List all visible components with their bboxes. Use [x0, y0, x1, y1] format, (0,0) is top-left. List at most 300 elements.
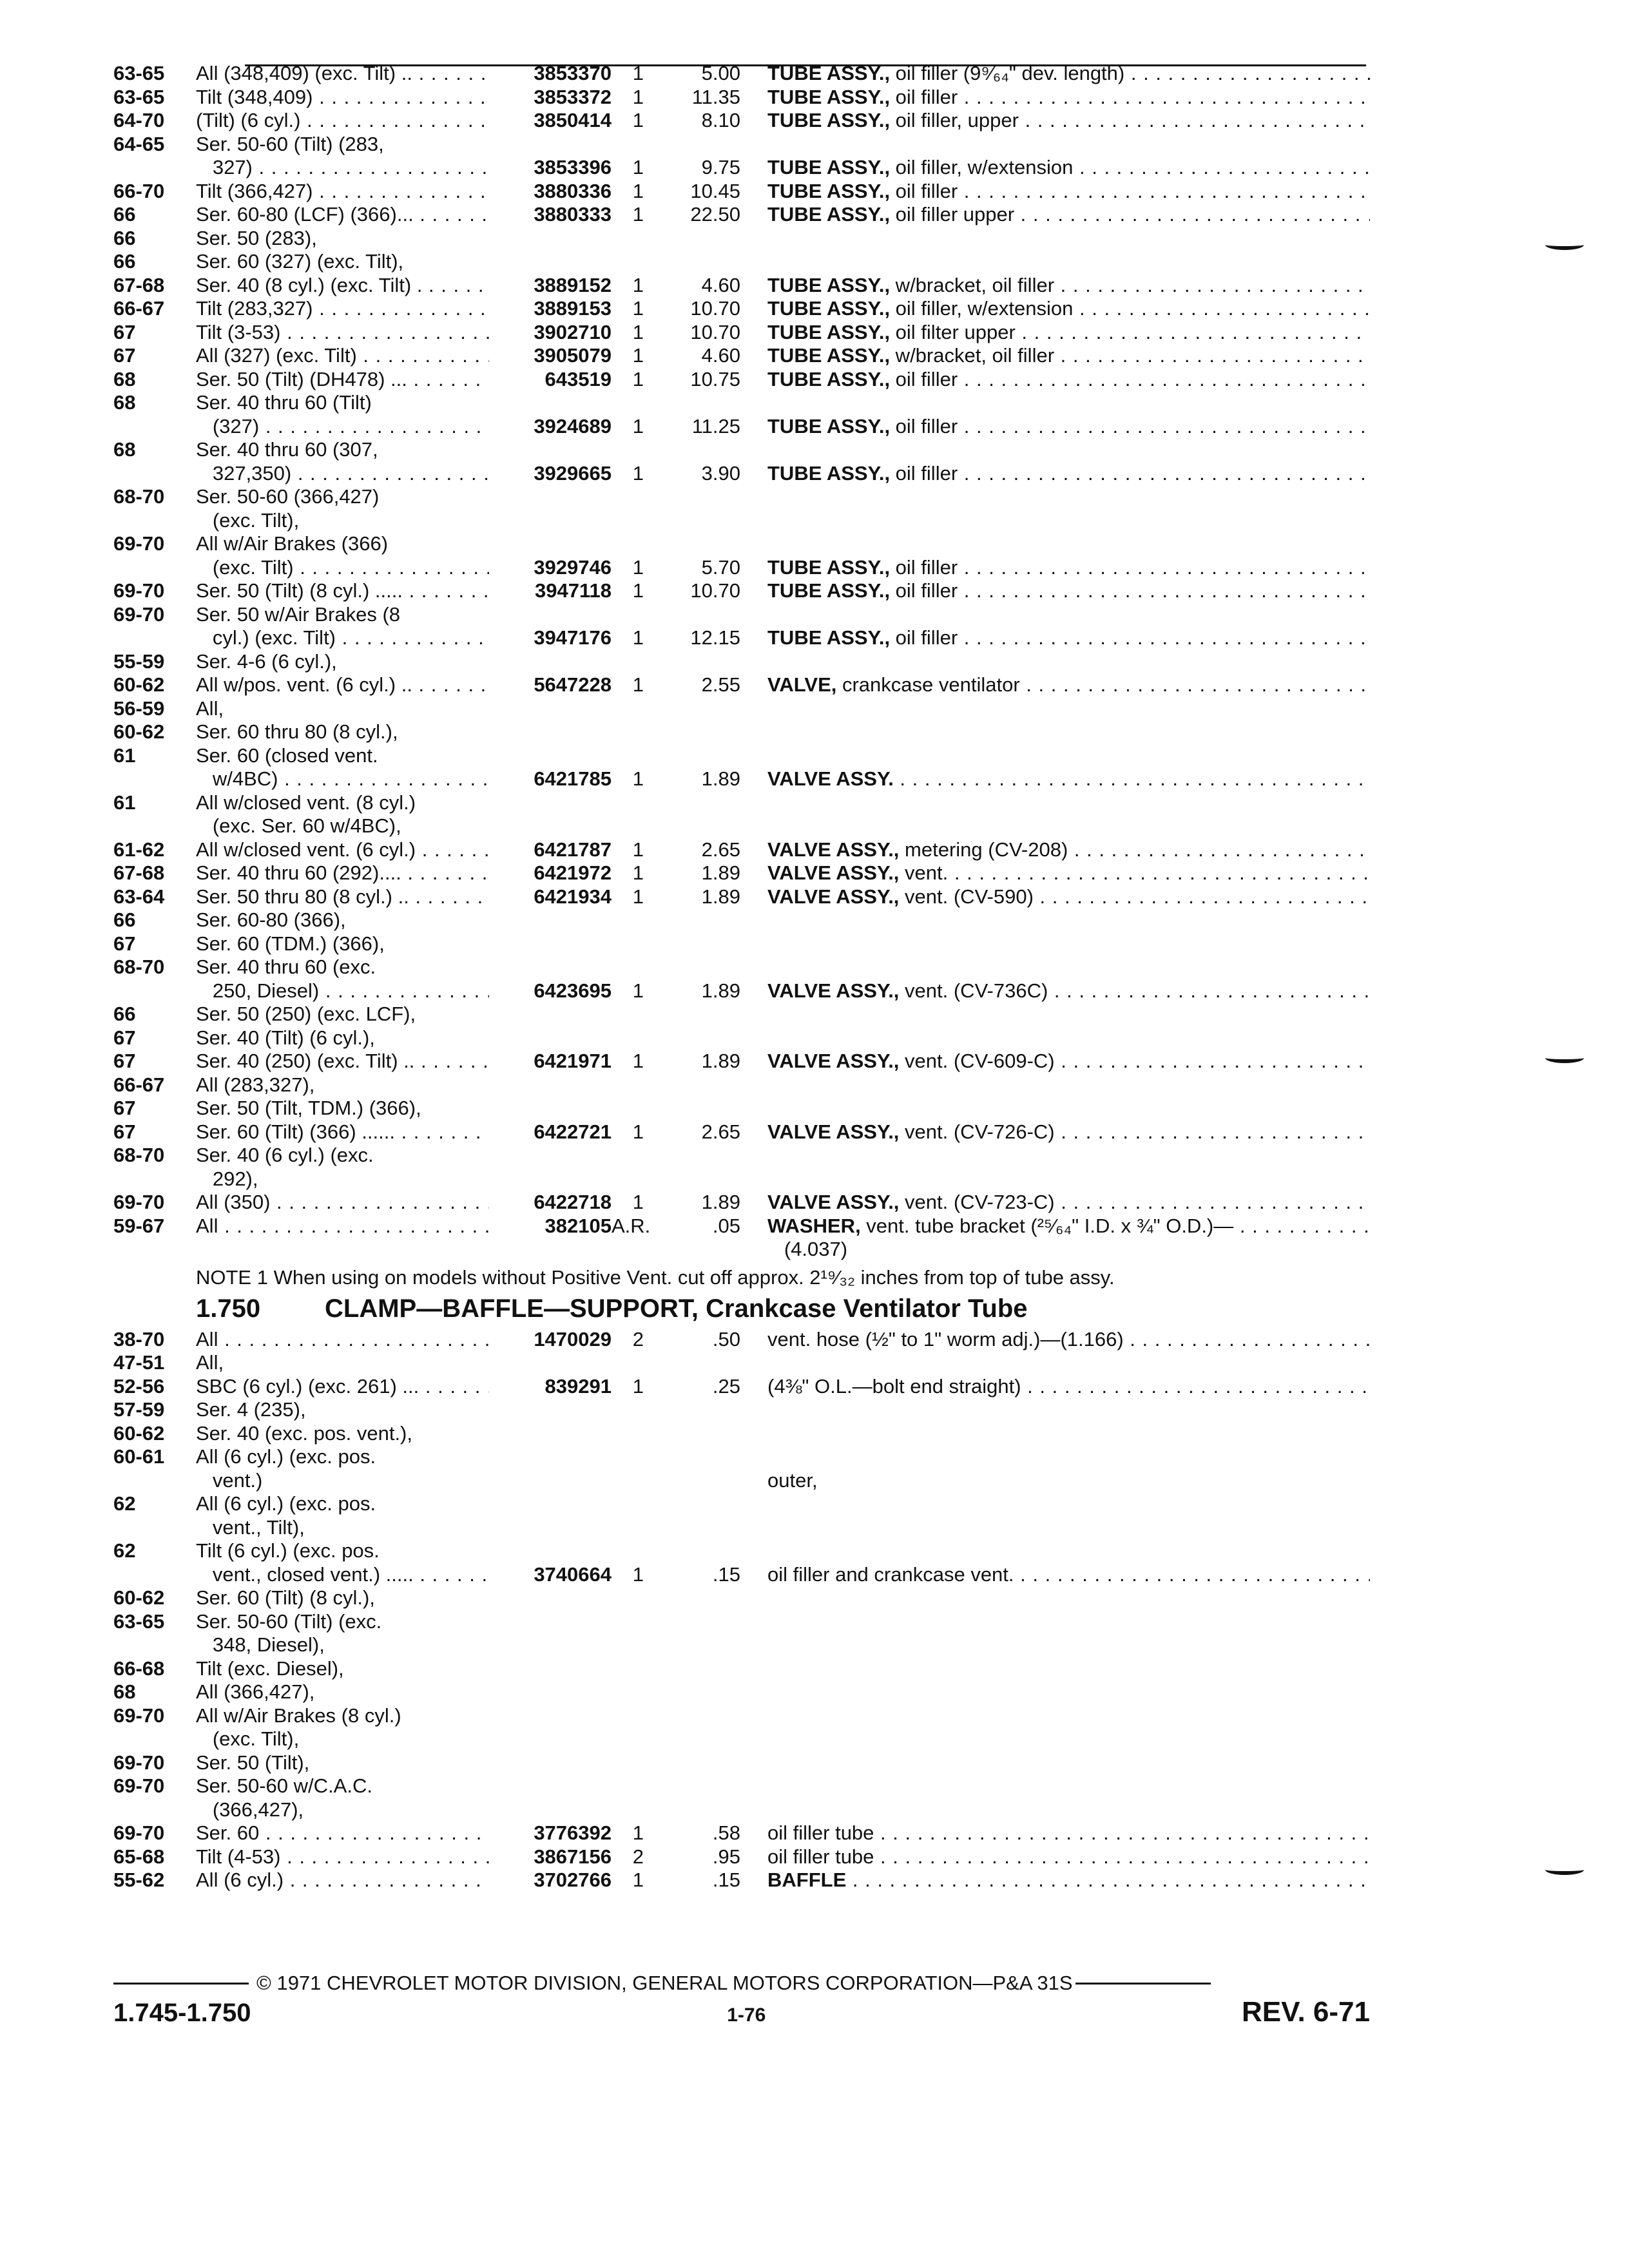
application: Ser. 4 (235), — [196, 1398, 306, 1421]
table-row — [113, 1215, 1370, 1238]
model-years: 55-62 — [113, 1869, 165, 1891]
table-row — [113, 767, 1370, 791]
description-item: TUBE ASSY., — [767, 626, 891, 649]
quantity: 2 — [632, 1327, 644, 1350]
application: Ser. 60 . . . — [196, 1821, 489, 1845]
description-item: TUBE ASSY., — [767, 320, 891, 343]
part-number: 6421971 — [534, 1050, 612, 1072]
price: .15 — [712, 1869, 740, 1891]
table-row — [113, 861, 1370, 885]
table-row — [113, 1003, 1370, 1026]
description — [767, 86, 1370, 110]
table-row — [113, 885, 1370, 909]
model-years: 66 — [113, 203, 136, 226]
description-text: oil filler tube — [767, 1821, 874, 1844]
price: 9.75 — [701, 156, 740, 178]
table-row — [113, 1492, 1370, 1516]
table-row — [113, 720, 1370, 744]
model-years: 64-65 — [113, 132, 165, 155]
description-text: crankcase ventilator — [836, 673, 1020, 696]
model-years: 57-59 — [113, 1398, 165, 1421]
part-number: 6421972 — [534, 861, 612, 884]
model-years: 66 — [113, 908, 136, 931]
table-row — [113, 956, 1370, 979]
price: .95 — [712, 1845, 740, 1868]
application: Ser. 50 (Tilt, TDM.) (366), — [196, 1097, 421, 1119]
price: 10.70 — [690, 320, 740, 343]
application: All . . . — [196, 1328, 489, 1352]
model-years: 63-65 — [113, 1610, 165, 1633]
table-row — [113, 1633, 1370, 1657]
description — [767, 1869, 1370, 1892]
table-row — [113, 1328, 1370, 1352]
table-row — [113, 509, 1370, 533]
application: Ser. 40 (exc. pos. vent.), — [196, 1421, 412, 1445]
quantity: 1 — [632, 156, 644, 178]
model-years: 69-70 — [113, 579, 165, 602]
table-row — [113, 532, 1370, 556]
description-text: w/bracket, oil filler — [890, 344, 1055, 367]
model-years: 67 — [113, 1120, 136, 1143]
application: Ser. 40 (250) (exc. Tilt) .. . . . — [196, 1050, 489, 1073]
part-number: 3889153 — [534, 297, 612, 320]
model-years: 63-65 — [113, 85, 165, 108]
section-reference: 1.745-1.750 — [113, 1999, 251, 2027]
description-text: vent. — [899, 861, 949, 884]
section-number: 1.750 — [196, 1294, 261, 1323]
application: 327,350) . . . — [196, 462, 489, 486]
model-years: 67 — [113, 344, 136, 367]
application: Ser. 40 thru 60 (292).... . . . — [196, 861, 489, 885]
model-years: 67 — [113, 1097, 136, 1119]
description — [767, 767, 1370, 791]
model-years: 69-70 — [113, 1751, 165, 1774]
price: 2.55 — [701, 673, 740, 696]
note-1: NOTE 1 When using on models without Positive Vent. cut off approx. 2¹⁹⁄₃₂ inches from top of tube assy. — [196, 1265, 1115, 1289]
application: 327) . . . — [196, 156, 489, 180]
table-row — [113, 250, 1370, 274]
description-text: oil filler (9⁹⁄₆₄" dev. length) — [890, 62, 1125, 84]
description — [767, 1120, 1370, 1144]
description-item: VALVE ASSY., — [767, 861, 900, 884]
description — [767, 1328, 1370, 1352]
description-text: oil filler — [890, 626, 958, 649]
quantity: 1 — [632, 297, 644, 320]
model-years: 47-51 — [113, 1351, 165, 1374]
application: Tilt (6 cyl.) (exc. pos. — [196, 1539, 380, 1562]
description-item: VALVE ASSY., — [767, 1050, 900, 1072]
price: 4.60 — [701, 344, 740, 367]
part-number: 839291 — [545, 1374, 612, 1398]
description-item: VALVE, — [767, 673, 837, 696]
description-text: vent. (CV-723-C) — [899, 1191, 1055, 1213]
table-row — [113, 1238, 1370, 1262]
quantity: 1 — [632, 838, 644, 861]
price: 10.45 — [690, 179, 740, 202]
quantity: 1 — [632, 273, 644, 296]
margin-tick-mark — [1545, 1053, 1584, 1063]
application: 292), — [196, 1167, 258, 1190]
table-row — [113, 1704, 1370, 1728]
price: 8.10 — [701, 109, 740, 131]
application: Ser. 40 (8 cyl.) (exc. Tilt) . . . . — [196, 274, 489, 298]
part-number: 3947118 — [535, 579, 612, 602]
application: All w/closed vent. (6 cyl.) . . . — [196, 838, 489, 862]
application: (exc. Tilt) . . . — [196, 556, 489, 580]
application: Ser. 40 thru 60 (Tilt) — [196, 391, 372, 414]
part-number: 6422721 — [534, 1120, 612, 1143]
quantity: 1 — [632, 626, 644, 649]
quantity: 1 — [632, 320, 644, 343]
table-row — [113, 344, 1370, 368]
part-number: 3889152 — [534, 273, 612, 296]
part-number: 3929746 — [534, 555, 612, 579]
model-years: 67-68 — [113, 273, 165, 296]
application: (Tilt) (6 cyl.) . . . — [196, 109, 489, 133]
table-row — [113, 1398, 1370, 1422]
table-row — [113, 1586, 1370, 1610]
model-years: 66 — [113, 226, 136, 249]
quantity: 1 — [632, 861, 644, 884]
description — [767, 861, 1370, 885]
model-years: 67 — [113, 320, 136, 343]
model-years: 56-59 — [113, 697, 165, 720]
description — [767, 462, 1370, 486]
quantity: 1 — [632, 179, 644, 202]
price: 2.65 — [701, 838, 740, 861]
table-row — [113, 321, 1370, 345]
part-number: 3947176 — [534, 626, 612, 649]
application: vent., closed vent.) ..... . . . — [196, 1563, 489, 1587]
description — [767, 344, 1370, 368]
description-item: BAFFLE — [767, 1869, 847, 1891]
price: .05 — [712, 1214, 740, 1237]
table-row — [113, 462, 1370, 486]
table-row — [113, 1727, 1370, 1751]
table-row — [113, 1191, 1370, 1215]
table-row — [113, 1563, 1370, 1587]
table-row — [113, 626, 1370, 650]
part-number: 3702766 — [534, 1869, 612, 1891]
description-item: TUBE ASSY., — [767, 203, 891, 226]
part-number: 3905079 — [534, 344, 612, 367]
part-number: 5647228 — [534, 673, 612, 696]
table-row — [113, 1422, 1370, 1446]
table-row — [113, 109, 1370, 133]
price: 1.89 — [701, 1191, 740, 1213]
table-row — [113, 1539, 1370, 1563]
price: .25 — [712, 1374, 740, 1398]
table-row — [113, 579, 1370, 603]
model-years: 66-67 — [113, 297, 165, 320]
quantity: 1 — [632, 673, 644, 696]
description — [767, 1821, 1370, 1845]
part-number: 6421934 — [534, 885, 612, 908]
description-item: TUBE ASSY., — [767, 344, 891, 367]
application: SBC (6 cyl.) (exc. 261) ... . . . — [196, 1375, 489, 1399]
table-row — [113, 1516, 1370, 1540]
description-item: VALVE ASSY., — [767, 979, 900, 1002]
quantity: 1 — [632, 62, 644, 84]
section-title: CLAMP—BAFFLE—SUPPORT, Crankcase Ventilator Tube — [325, 1294, 1028, 1323]
model-years: 69-70 — [113, 532, 165, 555]
model-years: 68 — [113, 391, 136, 414]
price: 5.70 — [701, 555, 740, 579]
description-text: oil filler — [890, 85, 958, 108]
model-years: 67 — [113, 932, 136, 955]
application: Ser. 60 (Tilt) (366) ...... . . . — [196, 1120, 489, 1144]
description-text: (4⅜" O.L.—bolt end straight) — [767, 1374, 1021, 1398]
description-item: VALVE ASSY., — [767, 1191, 900, 1213]
quantity: 1 — [632, 1374, 644, 1398]
table-row — [113, 1821, 1370, 1845]
application: Ser. 50-60 w/C.A.C. — [196, 1774, 372, 1797]
application: All, — [196, 697, 224, 720]
model-years: 69-70 — [113, 1704, 165, 1727]
description-item: TUBE ASSY., — [767, 579, 891, 602]
price: .58 — [712, 1821, 740, 1844]
price: .50 — [712, 1327, 740, 1350]
quantity: 1 — [632, 1869, 644, 1891]
quantity: 1 — [632, 109, 644, 131]
application: Tilt (283,327) . . . — [196, 297, 489, 321]
application: w/4BC) . . . — [196, 767, 489, 791]
description-text: vent. (CV-590) — [899, 885, 1034, 908]
model-years: 66 — [113, 1003, 136, 1025]
part-number: 3924689 — [534, 414, 612, 437]
quantity: 1 — [632, 979, 644, 1002]
application: 348, Diesel), — [196, 1633, 325, 1656]
copyright-text: © 1971 CHEVROLET MOTOR DIVISION, GENERAL MOTORS CORPORATION—P&A 31S — [256, 1972, 1073, 1994]
description-item: TUBE ASSY., — [767, 367, 891, 390]
description — [767, 838, 1370, 862]
description-text: oil filler upper — [890, 203, 1015, 226]
table-row — [113, 1375, 1370, 1399]
model-years: 61-62 — [113, 838, 165, 861]
table-row — [113, 603, 1370, 627]
description — [767, 1469, 1370, 1493]
description — [767, 1375, 1370, 1399]
model-years: 66-70 — [113, 179, 165, 202]
revision-date: REV. 6-71 — [1242, 1996, 1370, 2028]
quantity: 1 — [632, 344, 644, 367]
description — [767, 274, 1370, 298]
application: Ser. 50-60 (Tilt) (exc. — [196, 1610, 382, 1633]
application: (366,427), — [196, 1798, 304, 1821]
description-item: TUBE ASSY., — [767, 62, 891, 84]
table-row — [113, 203, 1370, 227]
quantity: 1 — [632, 555, 644, 579]
quantity: 2 — [632, 1845, 644, 1868]
description — [767, 1845, 1370, 1869]
price: 3.90 — [701, 461, 740, 485]
price: 5.00 — [701, 62, 740, 84]
quantity: 1 — [632, 85, 644, 108]
table-row — [113, 415, 1370, 439]
description-text: w/bracket, oil filler — [890, 273, 1055, 296]
description-text: oil filler — [890, 555, 958, 579]
part-number: 3853396 — [534, 156, 612, 178]
description — [767, 156, 1370, 180]
model-years: 60-62 — [113, 1586, 165, 1609]
description — [767, 297, 1370, 321]
model-years: 69-70 — [113, 602, 165, 626]
table-row — [113, 1026, 1370, 1050]
quantity: 1 — [632, 1821, 644, 1844]
description — [767, 1563, 1370, 1587]
table-row — [113, 1751, 1370, 1775]
price: 1.89 — [701, 885, 740, 908]
part-number: 6423695 — [534, 979, 612, 1002]
price: 10.70 — [690, 579, 740, 602]
table-row — [113, 791, 1370, 815]
quantity: 1 — [632, 1050, 644, 1072]
description — [767, 109, 1370, 133]
table-row — [113, 297, 1370, 321]
table-row — [113, 1351, 1370, 1375]
description — [767, 203, 1370, 227]
application: Ser. 60 (Tilt) (8 cyl.), — [196, 1586, 375, 1609]
table-row — [113, 368, 1370, 392]
application: Ser. 50-60 (366,427) — [196, 485, 380, 508]
description-item: WASHER, — [767, 1214, 861, 1237]
table-row — [113, 1657, 1370, 1681]
quantity: 1 — [632, 414, 644, 437]
model-years: 60-62 — [113, 1421, 165, 1445]
description-text: (4.037) — [767, 1238, 848, 1260]
description-text: oil filler and crankcase vent. — [767, 1562, 1014, 1586]
part-number: 3853372 — [534, 85, 612, 108]
application: Ser. 50 w/Air Brakes (8 — [196, 602, 401, 626]
model-years: 61 — [113, 791, 136, 814]
tube-valve-rows — [113, 62, 1370, 1262]
description-item: TUBE ASSY., — [767, 109, 891, 131]
table-row — [113, 814, 1370, 838]
model-years: 62 — [113, 1492, 136, 1515]
application: Ser. 50 (250) (exc. LCF), — [196, 1003, 416, 1025]
application: (exc. Tilt), — [196, 1727, 300, 1750]
description-item: VALVE ASSY. — [767, 767, 894, 790]
description-item: TUBE ASSY., — [767, 179, 891, 202]
quantity: 1 — [632, 367, 644, 390]
application: Ser. 40 (Tilt) (6 cyl.), — [196, 1026, 375, 1049]
table-row — [113, 650, 1370, 674]
table-row — [113, 485, 1370, 509]
table-row — [113, 1168, 1370, 1191]
part-number: 3853370 — [534, 62, 612, 84]
page-number: 1-76 — [727, 2004, 766, 2026]
application: All (366,427), — [196, 1680, 315, 1703]
table-row — [113, 744, 1370, 768]
model-years: 64-70 — [113, 109, 165, 131]
description — [767, 1238, 1370, 1262]
model-years: 59-67 — [113, 1214, 165, 1237]
price: 4.60 — [701, 273, 740, 296]
description-text: vent. tube bracket (²⁵⁄₆₄" I.D. x ¾" O.D.)— — [860, 1214, 1234, 1237]
application: Ser. 50 (Tilt), — [196, 1751, 310, 1774]
model-years: 63-64 — [113, 885, 165, 908]
page-footer — [113, 1972, 1370, 2028]
table-row — [113, 673, 1370, 697]
table-row — [113, 274, 1370, 298]
description — [767, 180, 1370, 204]
description-text: vent. (CV-726-C) — [899, 1120, 1055, 1143]
description-text: vent. (CV-609-C) — [899, 1050, 1055, 1072]
table-row — [113, 932, 1370, 956]
application: cyl.) (exc. Tilt) . . . — [196, 626, 489, 650]
application: All (6 cyl.) (exc. pos. — [196, 1492, 376, 1515]
model-years: 68 — [113, 1680, 136, 1703]
table-row — [113, 838, 1370, 862]
description-text: oil filter upper — [890, 320, 1016, 343]
description — [767, 579, 1370, 603]
model-years: 61 — [113, 744, 136, 767]
application: Tilt (exc. Diesel), — [196, 1657, 344, 1680]
table-row — [113, 979, 1370, 1003]
quantity: 1 — [632, 203, 644, 226]
application: All . . . — [196, 1215, 489, 1238]
price: 2.65 — [701, 1120, 740, 1143]
model-years: 68-70 — [113, 1144, 165, 1166]
description — [767, 321, 1370, 345]
model-years: 60-62 — [113, 673, 165, 696]
quantity: 1 — [632, 1120, 644, 1143]
description — [767, 1215, 1370, 1238]
quantity: 1 — [632, 1562, 644, 1586]
application: Tilt (348,409) . . . — [196, 86, 489, 110]
model-years: 38-70 — [113, 1327, 165, 1350]
model-years: 68 — [113, 438, 136, 461]
application: Tilt (4-53) . . . — [196, 1845, 489, 1869]
margin-tick-mark — [1545, 240, 1584, 250]
price: 10.75 — [690, 367, 740, 390]
model-years: 60-61 — [113, 1445, 165, 1468]
application: Ser. 60-80 (366), — [196, 908, 346, 931]
table-row — [113, 1845, 1370, 1869]
application: All w/pos. vent. (6 cyl.) .. . . . — [196, 673, 489, 697]
part-number: 643519 — [545, 367, 612, 390]
section-heading — [113, 1289, 1370, 1328]
description-text: oil filler — [890, 367, 958, 390]
part-number: 3929665 — [534, 461, 612, 485]
table-row — [113, 391, 1370, 415]
model-years: 66 — [113, 250, 136, 273]
application: All, — [196, 1351, 224, 1374]
table-row — [113, 1798, 1370, 1822]
table-row — [113, 1610, 1370, 1634]
description-text: oil filler, upper — [890, 109, 1019, 131]
description-text: oil filler — [890, 179, 958, 202]
application: All (6 cyl.) . . . — [196, 1869, 489, 1892]
application: Ser. 60 (closed vent. — [196, 744, 378, 767]
part-number: 6421787 — [534, 838, 612, 861]
table-row — [113, 180, 1370, 204]
description-text: oil filler, w/extension — [890, 297, 1074, 320]
model-years: 55-59 — [113, 649, 165, 673]
table-row — [113, 908, 1370, 932]
application: Ser. 50-60 (Tilt) (283, — [196, 132, 384, 155]
table-row — [113, 556, 1370, 580]
description — [767, 556, 1370, 580]
table-row — [113, 1120, 1370, 1144]
application: (327) . . . — [196, 415, 489, 439]
price: 1.89 — [701, 861, 740, 884]
application: Ser. 50 thru 80 (8 cyl.) .. . . . — [196, 885, 489, 909]
description — [767, 415, 1370, 439]
description-item: TUBE ASSY., — [767, 414, 891, 437]
clamp-baffle-rows — [113, 1328, 1370, 1892]
parts-table — [113, 62, 1370, 1892]
